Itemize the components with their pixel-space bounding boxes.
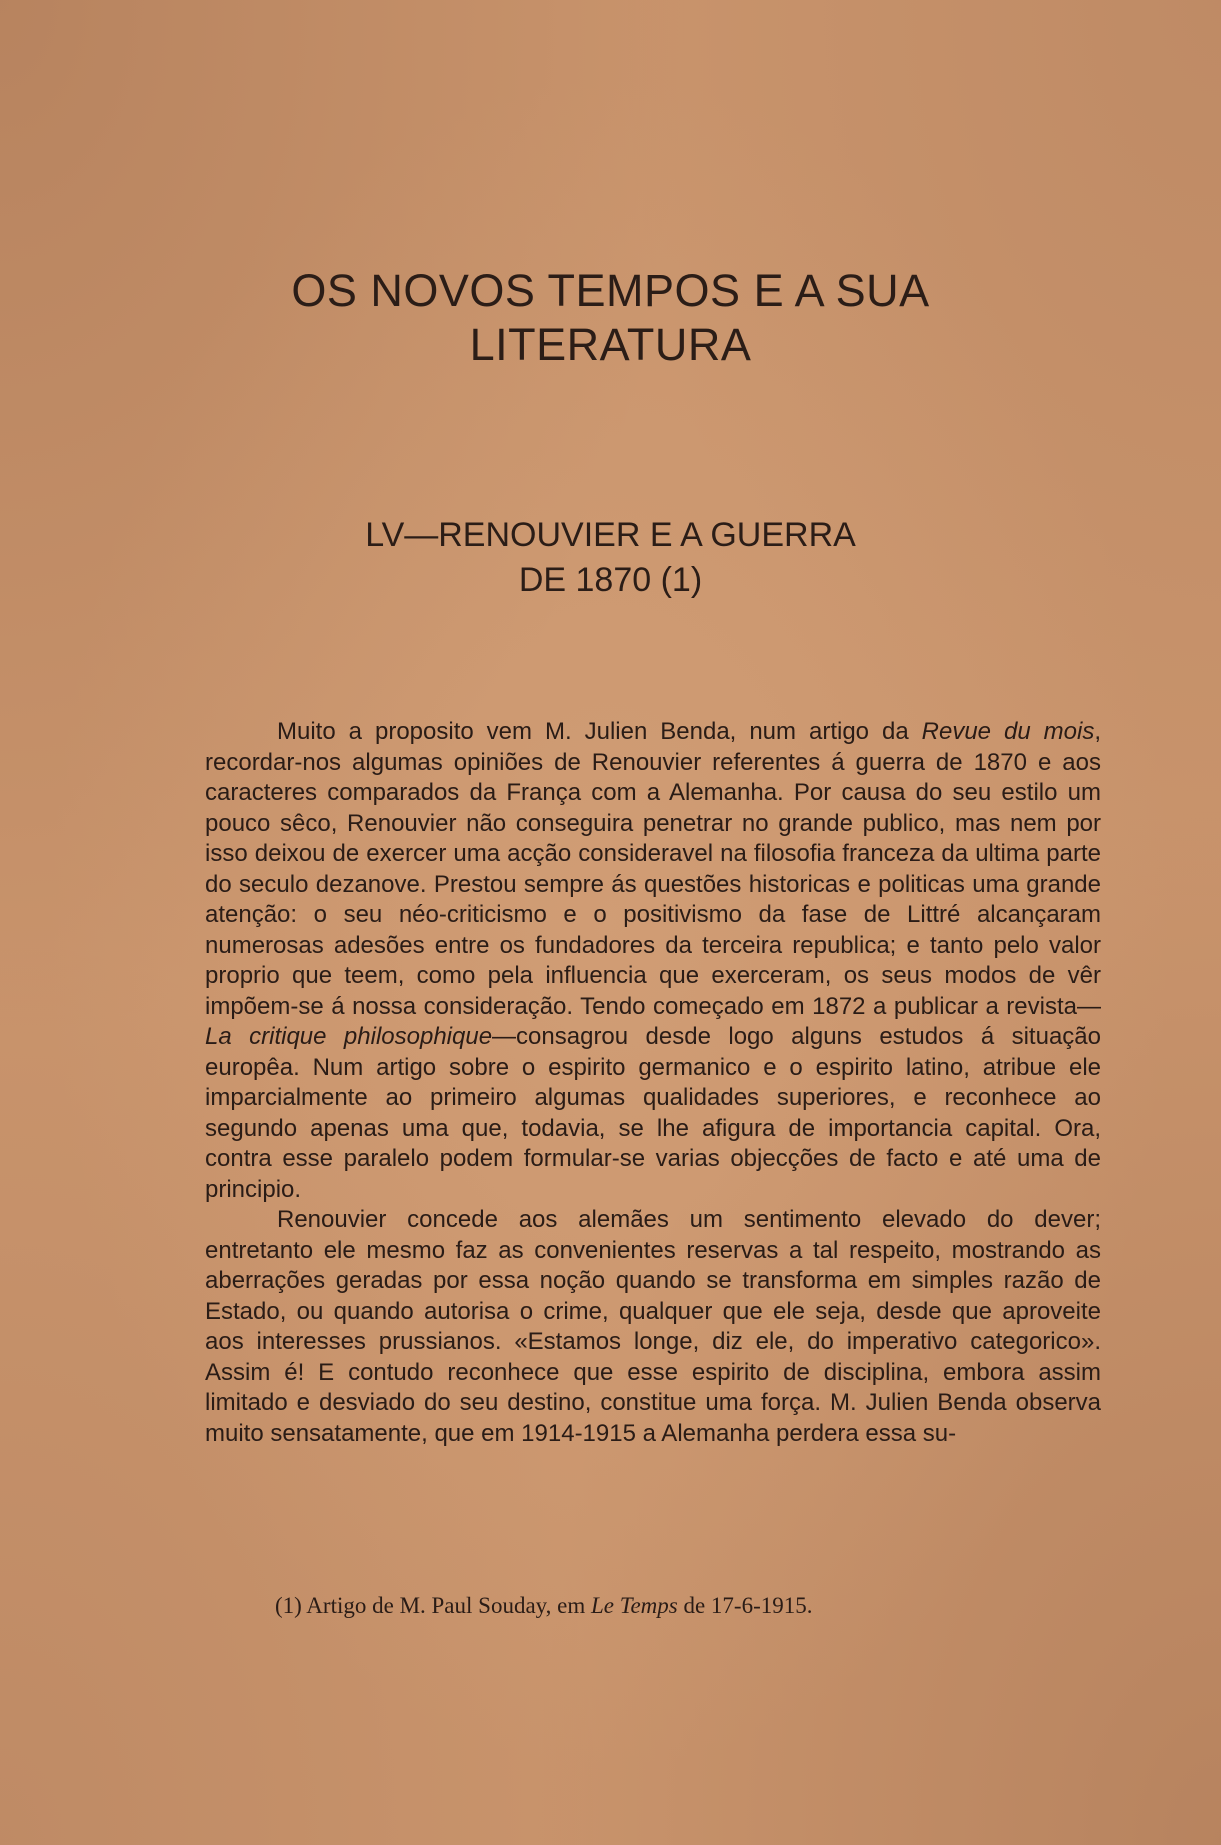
revue-du-mois-title: Revue du mois (921, 718, 1095, 745)
paragraph-1 (205, 717, 1101, 1205)
footnote-mark: (1) (275, 1593, 302, 1618)
footnote (275, 1593, 1095, 1619)
footnote-publication: Le Temps (591, 1593, 678, 1618)
book-title-line-1: OS NOVOS TEMPOS E A SUA (291, 265, 930, 316)
article-body (205, 717, 1101, 1449)
paragraph-1-text-b: , recordar-nos algumas opiniões de Renouvier referentes á guerra de 1870 e aos caracteres comparados da França com a Alemanha. Por causa do seu estilo um pouco sêco, Renouvier não conseguira penetrar no grande publico, mas nem por isso deixou de exercer uma acção consideravel na filosofia franceza da ultima parte do seculo dezanove. Prestou sempre ás questões historicas e politicas uma grande atenção: o seu néo-criticismo e o positivismo da fase de Littré alcançaram numerosas adesões entre os fundadores da terceira republica; e tanto pelo valor proprio que teem, como pela influencia que exerceram, os seus modos de vêr impõem-se á nossa consideração. Tendo começado em 1872 a publicar a revista— (205, 718, 1102, 1020)
chapter-heading-line-2 (0, 560, 1221, 600)
chapter-heading-year: DE 1870 (518, 561, 652, 599)
paragraph-1-text-c: —consagrou desde logo alguns estudos á situação europêa. Num artigo sobre o espirito germanico e o espirito latino, atribue ele imparcialmente ao primeiro algumas qualidades superiores, e reconhece ao segundo apenas uma que, todavia, se lhe afigura de importancia capital. Ora, contra esse paralelo podem formular-se varias objecções de facto e até uma de principio. (205, 1023, 1101, 1203)
footnote-reference[interactable]: (1) (660, 561, 703, 599)
chapter-heading-line-1: LV—RENOUVIER E A GUERRA (365, 516, 856, 554)
footnote-text-a: Artigo de M. Paul Souday, em (301, 1593, 592, 1618)
paragraph-1-text-a: Muito a proposito vem M. Julien Benda, num artigo da (277, 718, 922, 745)
book-title-line-2: LITERATURA (469, 319, 752, 370)
critique-philosophique-title: La critique philosophique (205, 1023, 493, 1050)
paragraph-2: Renouvier concede aos alemães um sentimento elevado do dever; entretanto ele mesmo faz as convenientes reservas a tal respeito, mostrando as aberrações geradas por essa noção quando se transforma em simples razão de Estado, ou quando autorisa o crime, qualquer que ele seja, desde que aproveite aos interesses prussianos. «Estamos longe, diz ele, do imperativo categorico». Assim é! E contudo reconhece que esse espirito de disciplina, embora assim limitado e desviado do seu destino, constitue uma força. M. Julien Benda observa muito sensatamente, que em 1914-1915 a Alemanha perdera essa su- (205, 1206, 1101, 1447)
footnote-text-b: de 17-6-1915. (677, 1593, 813, 1618)
